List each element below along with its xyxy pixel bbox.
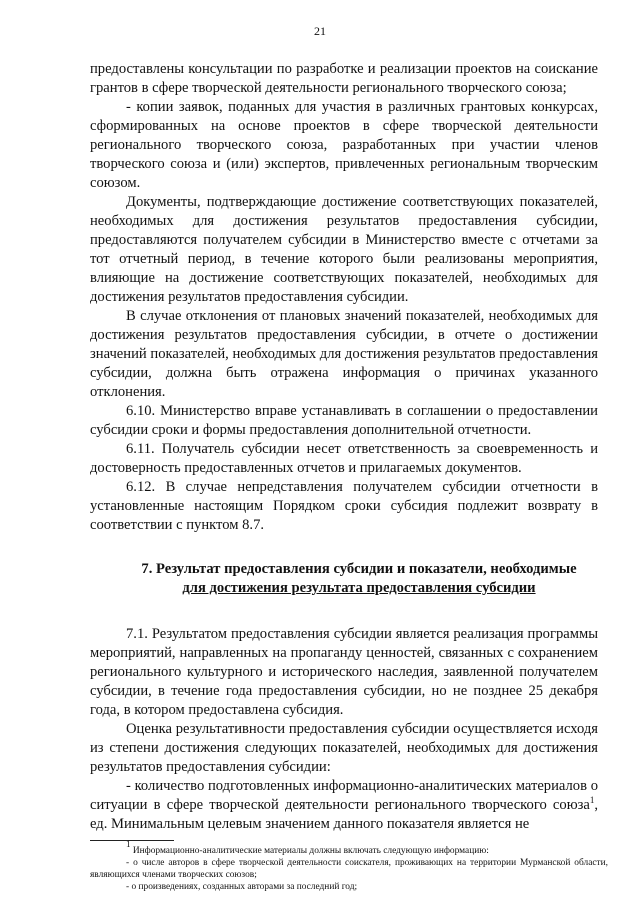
paragraph-list-item: - копии заявок, поданных для участия в различных грантовых конкурсах, сформированных на основе проектов в сфере творческой деятельности регионального творческого союза, разработанных при участии членов творческого союза и (или) экспертов, привлеченных региональным творческим союзом.: [90, 99, 598, 191]
indicator-text-continued: , ед. Минимальным целевым значением данного показателя является не: [90, 797, 598, 832]
footnote-item-works: - о произведениях, созданных авторами за последний год;: [126, 882, 358, 892]
body-text: [90, 60, 598, 834]
section-heading: [90, 560, 598, 598]
section-heading-line2: для достижения результата предоставления субсидии: [182, 580, 536, 596]
footnote-marker: 1: [126, 839, 131, 849]
paragraph-documents: Документы, подтверждающие достижение соответствующих показателей, необходимых для достижения результатов предоставления субсидии, предоставляются получателем субсидии в Министерство вместе с отчетами за тот отчетный период, в течение которого были реализованы мероприятия, влияющие на достижение соответствующих показателей, необходимых для достижения результатов предоставления субсидии.: [90, 194, 598, 305]
paragraph-6-11: 6.11. Получатель субсидии несет ответственность за своевременность и достоверность предоставленных отчетов и прилагаемых документов.: [90, 441, 598, 476]
footnote-reference: 1: [589, 795, 595, 805]
paragraph-6-10: 6.10. Министерство вправе устанавливать в соглашении о предоставлении субсидии сроки и формы предоставления дополнительной отчетности.: [90, 403, 598, 438]
section-heading-line1: 7. Результат предоставления субсидии и показатели, необходимые: [141, 561, 577, 577]
paragraph-evaluation: Оценка результативности предоставления субсидии осуществляется исходя из степени достижения следующих показателей, необходимых для достижения результатов предоставления субсидии:: [90, 721, 598, 775]
paragraph-continuation: предоставлены консультации по разработке и реализации проектов на соискание грантов в сфере творческой деятельности регионального творческого союза;: [90, 61, 598, 96]
footnote-1-text: Информационно-аналитические материалы должны включать следующую информацию:: [130, 846, 489, 856]
footnote-1: [90, 839, 608, 857]
paragraph-deviation: В случае отклонения от плановых значений показателей, необходимых для достижения результатов предоставления субсидии, в отчете о достижении значений показателей, необходимых для достижения результатов предоставления субсидии, должна быть отражена информация о причинах указанного отклонения.: [90, 308, 598, 400]
paragraph-indicator: [90, 777, 598, 834]
paragraph-6-12: 6.12. В случае непредставления получателем субсидии отчетности в установленные настоящим Порядком сроки субсидия подлежит возврату в соответствии с пунктом 8.7.: [90, 479, 598, 533]
footnotes: [90, 839, 608, 893]
indicator-text: - количество подготовленных информационно-аналитических материалов о ситуации в сфере творческой деятельности регионального творческого союза: [90, 778, 598, 813]
paragraph-7-1: 7.1. Результатом предоставления субсидии является реализация программы мероприятий, направленных на пропаганду ценностей, связанных с сохранением регионального культурного и исторического наследия, заявленной получателем субсидии, в течение года предоставления субсидии, но не позднее 25 декабря года, в котором предоставлена субсидия.: [90, 626, 598, 718]
footnote-divider: [90, 840, 174, 841]
footnote-item-authors: - о числе авторов в сфере творческой деятельности соискателя, проживающих на территории Мурманской области, являющихся членами творческих союзов;: [90, 858, 608, 880]
page-number: 21: [314, 24, 326, 38]
